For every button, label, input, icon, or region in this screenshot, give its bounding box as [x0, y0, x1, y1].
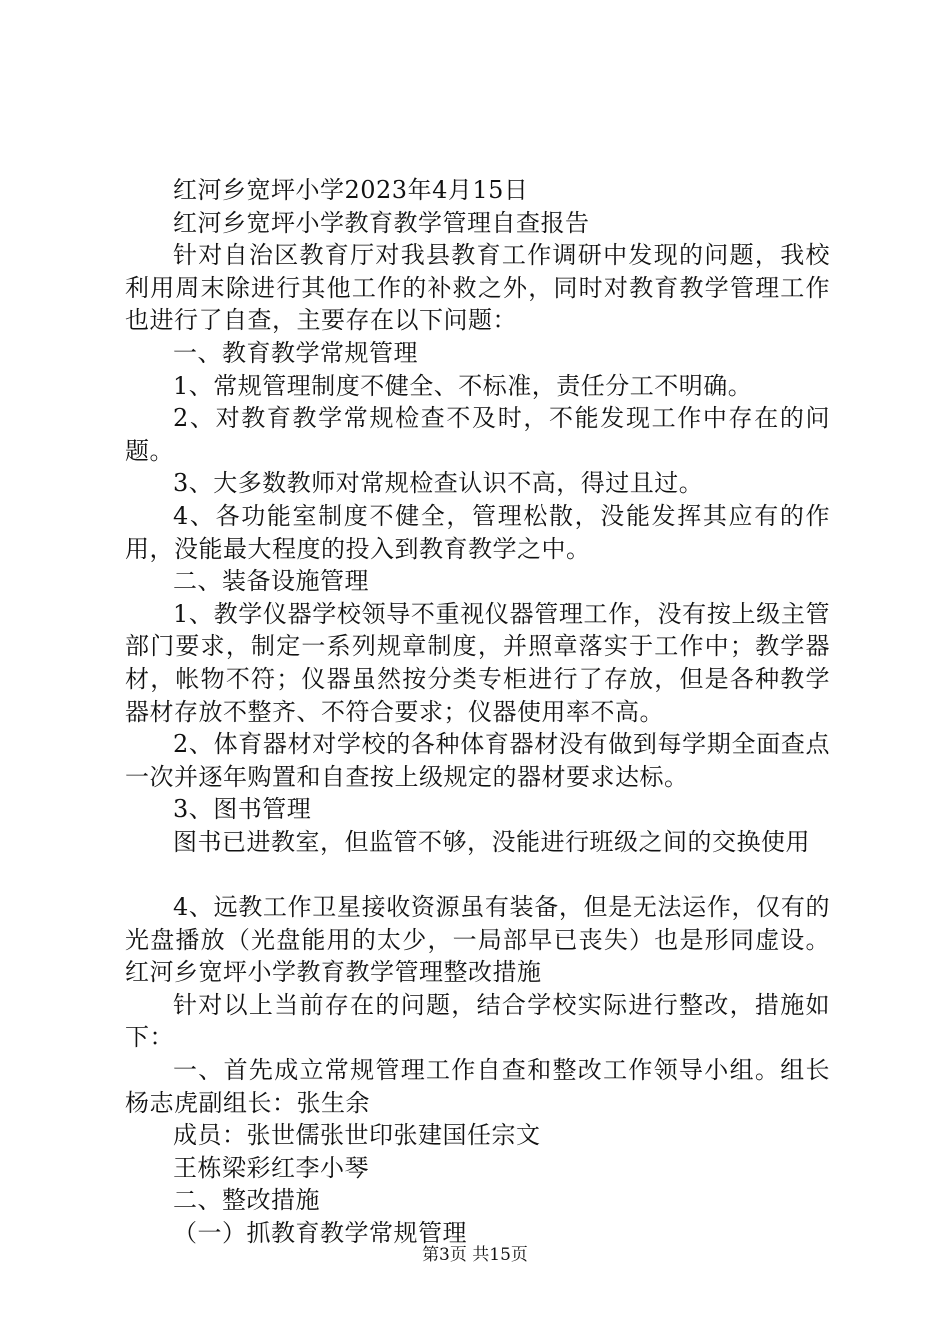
section-heading: 二、装备设施管理: [173, 567, 369, 596]
section-heading: 一、教育教学常规管理: [173, 338, 418, 367]
list-item: 1、常规管理制度不健全、不标准，责任分工不明确。: [173, 371, 753, 400]
blank-line: [125, 858, 830, 891]
list-item: 2、体育器材对学校的各种体育器材没有做到每学期全面查点一次并逐年购置和自查按上级规定的器材要求达标。: [125, 730, 830, 791]
report-title: 红河乡宽坪小学教育教学管理自查报告: [173, 208, 590, 237]
document-body: [125, 174, 830, 1250]
body-paragraph: 针对以上当前存在的问题，结合学校实际进行整改，措施如下：: [125, 990, 830, 1052]
body-paragraph: 王栋梁彩红李小琴: [173, 1153, 369, 1182]
list-item: 1、教学仪器学校领导不重视仪器管理工作，没有按上级主管部门要求，制定一系列规章制度，并照章落实于工作中；教学器材，帐物不符；仪器虽然按分类专柜进行了存放，但是各种教学器材存放不整齐、不符合要求；仪器使用率不高。: [125, 599, 830, 726]
list-item: 4、远教工作卫星接收资源虽有装备，但是无法运作，仅有的光盘播放（光盘能用的太少，一局部早已丧失）也是形同虚设。红河乡宽坪小学教育教学管理整改措施: [125, 893, 830, 987]
subsection-heading: （一）抓教育教学常规管理: [173, 1219, 467, 1247]
list-item: 2、对教育教学常规检查不及时，不能发现工作中存在的问题。: [125, 404, 830, 465]
list-item: 4、各功能室制度不健全，管理松散，没能发挥其应有的作用，没能最大程度的投入到教育教学之中。: [125, 501, 830, 563]
intro-paragraph: 针对自治区教育厅对我县教育工作调研中发现的问题，我校利用周末除进行其他工作的补救之外，同时对教育教学管理工作也进行了自查，主要存在以下问题：: [125, 241, 830, 335]
list-item: 3、大多数教师对常规检查认识不高，得过且过。: [173, 469, 704, 498]
body-paragraph: 图书已进教室，但监管不够，没能进行班级之间的交换使用: [173, 827, 810, 856]
body-paragraph: 成员：张世儒张世印张建国任宗文: [173, 1121, 541, 1150]
page-number: 第3页 共15页: [422, 1245, 528, 1265]
section-heading: 二、整改措施: [173, 1186, 320, 1215]
list-item: 一、首先成立常规管理工作自查和整改工作领导小组。组长杨志虎副组长：张生余: [125, 1056, 830, 1117]
date-line: 红河乡宽坪小学2023年4月15日: [173, 176, 529, 204]
list-item: 3、图书管理: [173, 795, 312, 824]
